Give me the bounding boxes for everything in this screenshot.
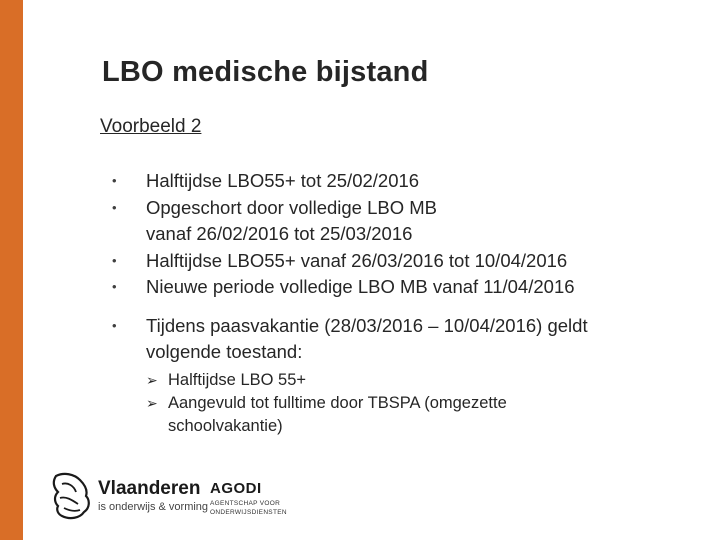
footer-logos xyxy=(50,470,300,522)
sub-bullet-list xyxy=(146,369,702,438)
bullet-dot-icon: • xyxy=(112,173,117,188)
accent-side-bar xyxy=(0,0,23,540)
slide-subtitle: Voorbeeld 2 xyxy=(100,116,202,137)
agodi-wordmark: AGODI xyxy=(210,480,262,497)
flemish-lion-icon xyxy=(50,470,92,522)
bullet-item xyxy=(112,248,702,275)
bullet-text: Nieuwe periode volledige LBO MB vanaf 11/04/2016 xyxy=(146,276,575,297)
bullet-item xyxy=(112,274,702,301)
sub-bullet-item xyxy=(146,369,702,392)
bullet-dot-icon: • xyxy=(112,279,117,294)
bullet-dot-icon: • xyxy=(112,199,117,215)
sub-bullet-text-continued: schoolvakantie) xyxy=(168,416,283,435)
bullet-item xyxy=(112,195,702,248)
sub-bullet-text: Halftijdse LBO 55+ xyxy=(168,370,307,389)
bullet-dot-icon: • xyxy=(112,252,117,268)
bullet-text: Tijdens paasvakantie (28/03/2016 – 10/04/2016) geldt xyxy=(146,314,588,336)
bullet-text: Opgeschort door volledige LBO MB xyxy=(146,196,438,218)
vlaanderen-wordmark: Vlaanderen xyxy=(98,478,201,499)
bullet-text: Halftijdse LBO55+ tot 25/02/2016 xyxy=(146,170,420,191)
bullet-text-continued: volgende toestand: xyxy=(146,341,303,362)
sub-bullet-text: Aangevuld tot fulltime door TBSPA (omgezette xyxy=(168,393,507,412)
slide-title: LBO medische bijstand xyxy=(102,56,429,88)
arrow-bullet-icon: ➢ xyxy=(146,394,158,411)
vlaanderen-tagline: is onderwijs & vorming xyxy=(98,501,209,513)
bullet-text: Halftijdse LBO55+ vanaf 26/03/2016 tot 10/04/2016 xyxy=(146,249,568,271)
bullet-text-continued: vanaf 26/02/2016 tot 25/03/2016 xyxy=(146,223,413,244)
bullet-dot-icon: • xyxy=(112,317,117,333)
arrow-bullet-icon: ➢ xyxy=(146,371,158,388)
sub-bullet-item xyxy=(146,392,702,438)
agodi-tagline-line1: AGENTSCHAP VOOR xyxy=(210,500,281,507)
bullet-item xyxy=(112,168,702,195)
bullet-item xyxy=(112,313,702,438)
bullet-list xyxy=(112,168,702,438)
agodi-tagline-line2: ONDERWIJSDIENSTEN xyxy=(210,509,287,516)
